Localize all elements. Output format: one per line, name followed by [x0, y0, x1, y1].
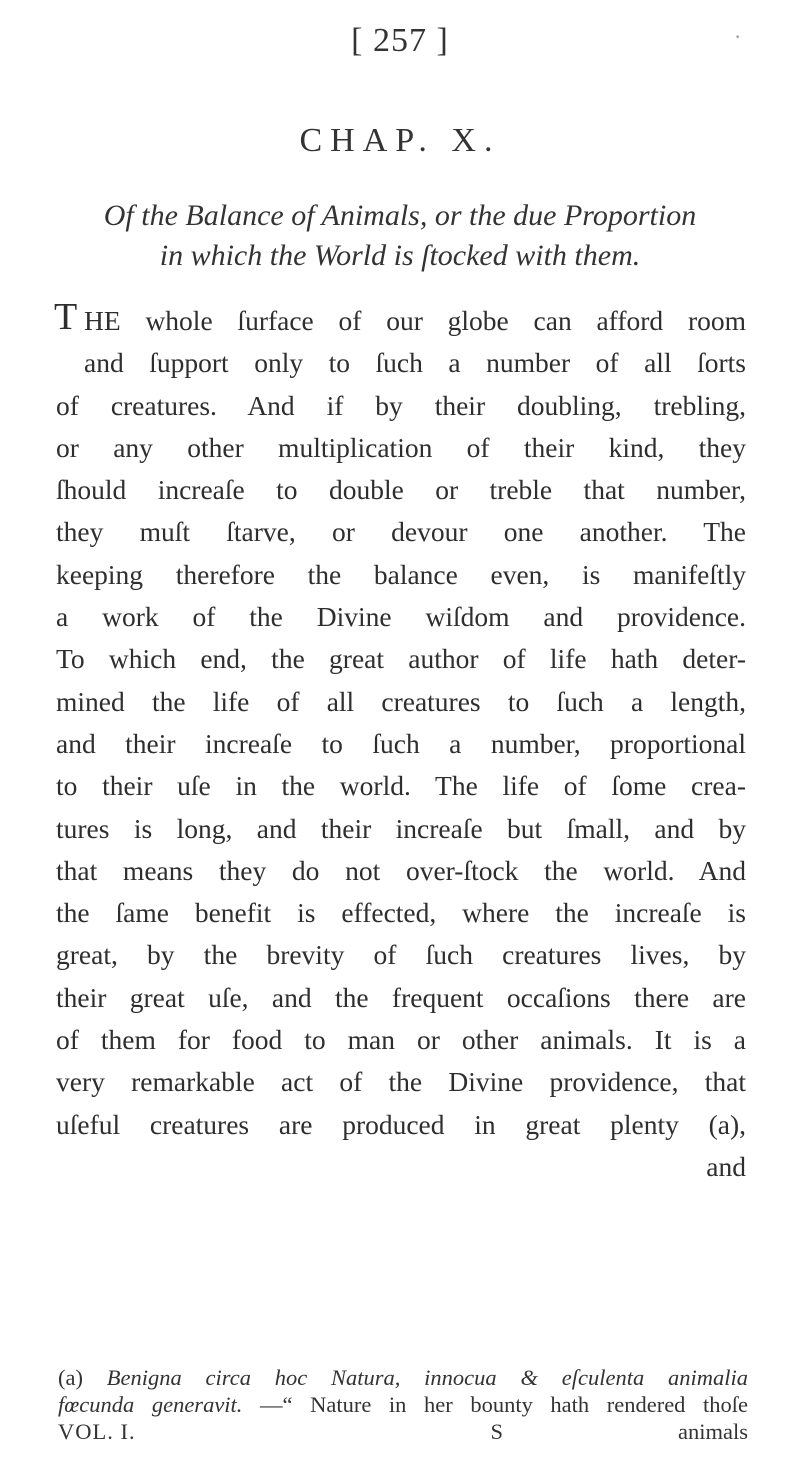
footnote — [58, 1364, 748, 1445]
drop-cap: T — [54, 296, 78, 338]
footnote-line-1 — [58, 1364, 748, 1391]
body-line: to their uſe in the world. The life of ſome crea- — [56, 770, 746, 802]
volume-signature: VOL. I. — [58, 1419, 136, 1444]
gathering-signature: S — [490, 1419, 504, 1444]
footnote-marker: (a) — [58, 1365, 83, 1390]
body-line: and their increaſe to ſuch a number, proportional — [56, 727, 746, 759]
footnote-line-2 — [58, 1391, 748, 1418]
chapter-title — [0, 196, 800, 276]
body-line: and — [706, 1150, 746, 1182]
body-paragraph — [54, 296, 746, 1188]
signature-row — [58, 1418, 748, 1445]
corner-mark: · — [734, 24, 742, 49]
footnote-latin-text-end: fœcunda generavit. — [58, 1392, 243, 1417]
body-line: their great uſe, and the frequent occaſions there are — [56, 981, 746, 1013]
footnote-translation: —“ Nature in her bounty hath rendered thoſe — [260, 1392, 749, 1417]
chapter-title-line-2: in which the World is ſtocked with them. — [159, 239, 641, 272]
body-line: ſhould increaſe to double or treble that number, — [56, 474, 746, 506]
page-number: [ 257 ] — [351, 22, 449, 59]
body-line: keeping therefore the balance even, is manifeſtly — [56, 558, 746, 590]
body-line: they muſt ſtarve, or devour one another. The — [56, 516, 746, 548]
body-line: that means they do not over-ſtock the world. And — [56, 854, 746, 886]
body-line: great, by the brevity of ſuch creatures lives, by — [56, 939, 746, 971]
body-line: a work of the Divine wiſdom and providence. — [56, 601, 746, 633]
body-line: and ſupport only to ſuch a number of all ſorts — [84, 347, 746, 379]
body-line: of them for food to man or other animals. It is a — [56, 1024, 746, 1056]
body-line: mined the life of all creatures to ſuch a length, — [56, 685, 746, 717]
body-line: tures is long, and their increaſe but ſmall, and by — [56, 812, 746, 844]
chapter-title-line-1: Of the Balance of Animals, or the due Proportion — [103, 199, 697, 232]
body-line: HE whole ſurface of our globe can afford room — [84, 305, 746, 336]
body-line: To which end, the great author of life hath deter- — [56, 643, 746, 675]
catchword: animals — [678, 1419, 748, 1444]
footnote-latin-text: Benigna circa hoc Natura, innocua & eſculenta animalia — [106, 1365, 748, 1390]
body-line: or any other multiplication of their kind, they — [56, 431, 746, 463]
body-line: uſeful creatures are produced in great plenty (a), — [56, 1108, 746, 1140]
body-line: of creatures. And if by their doubling, trebling, — [56, 389, 746, 421]
body-line: the ſame benefit is effected, where the increaſe is — [56, 897, 746, 929]
body-line: very remarkable act of the Divine providence, that — [56, 1066, 746, 1098]
chapter-heading: CHAP. X. — [299, 122, 501, 159]
